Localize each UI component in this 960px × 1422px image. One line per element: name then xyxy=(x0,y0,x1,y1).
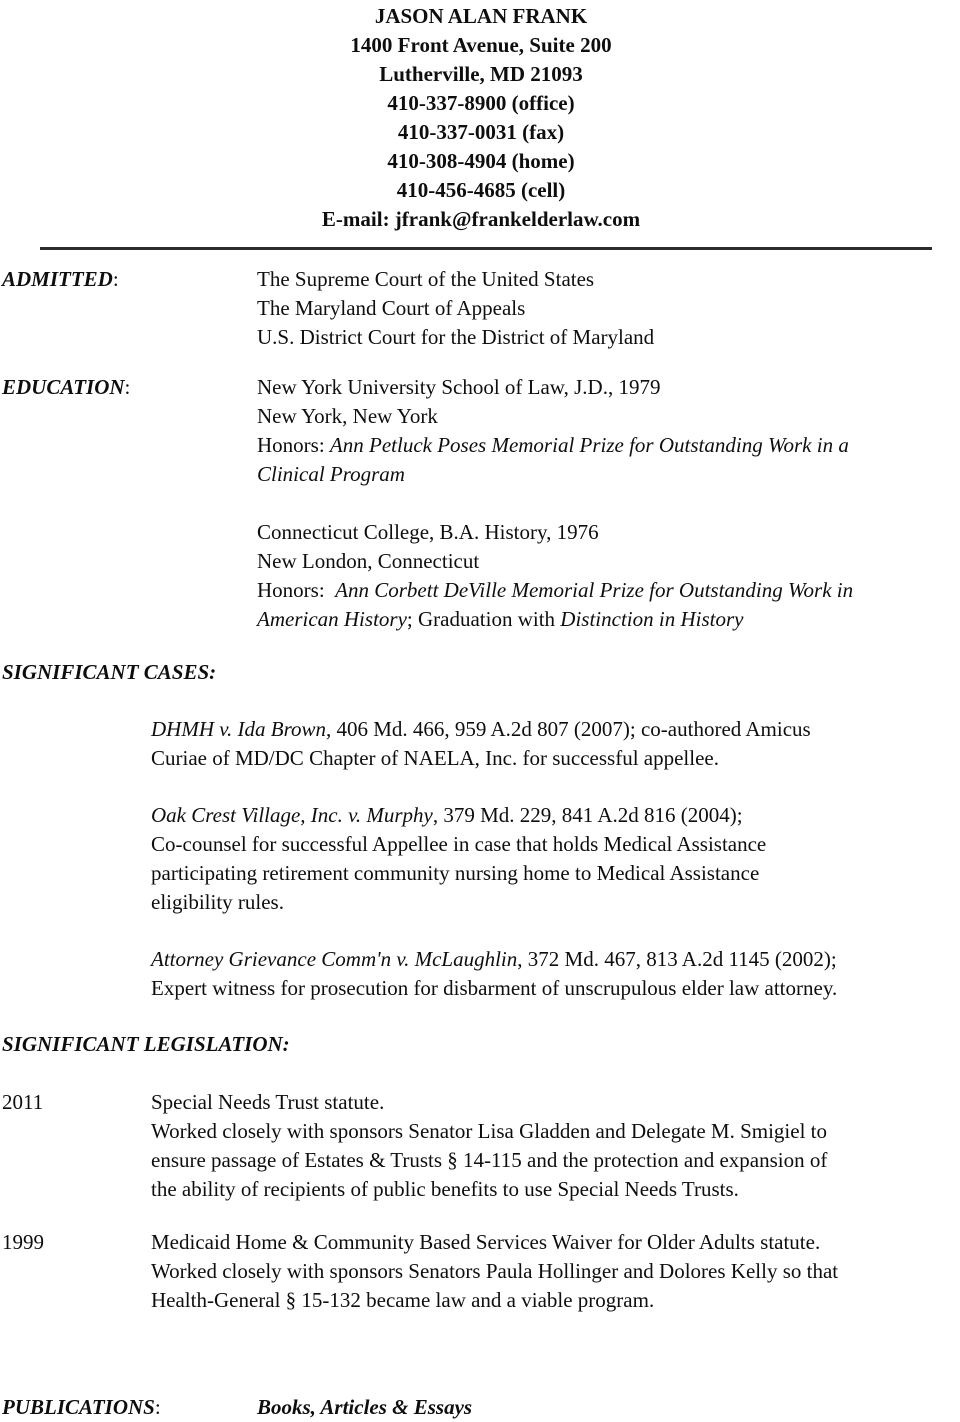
significant-cases-heading xyxy=(2,658,960,687)
section-admitted xyxy=(2,265,960,352)
case-paragraph xyxy=(151,715,960,773)
contact-line xyxy=(2,118,960,147)
admitted-label-colon: : xyxy=(112,267,119,291)
italic-text-segment: Clinical Program xyxy=(257,462,405,486)
case-line xyxy=(151,974,960,1003)
publications-label-colon: : xyxy=(154,1395,161,1419)
case-paragraph xyxy=(151,945,960,1003)
education-line xyxy=(257,605,960,634)
court-line xyxy=(257,294,960,323)
case-line xyxy=(151,715,960,744)
legislation-text xyxy=(151,1088,960,1204)
publications-value: Books, Articles & Essays xyxy=(257,1395,473,1419)
education-line xyxy=(257,402,960,431)
text-segment: the ability of recipients of public benefits to use Special Needs Trusts. xyxy=(151,1177,739,1201)
section-education-continued xyxy=(2,518,960,634)
case-line xyxy=(151,744,960,773)
significant-cases-heading-text: SIGNIFICANT CASES xyxy=(2,660,210,684)
court-line xyxy=(257,265,960,294)
legislation-line xyxy=(151,1175,960,1204)
publications-content xyxy=(257,1393,960,1422)
cases-list xyxy=(2,715,960,1003)
text-segment: The Supreme Court of the United States xyxy=(257,267,595,291)
legislation-line xyxy=(151,1257,960,1286)
case-paragraph xyxy=(151,801,960,917)
text-segment: eligibility rules. xyxy=(151,890,284,914)
text-segment: participating retirement community nursing home to Medical Assistance xyxy=(151,861,760,885)
contact-header xyxy=(2,2,960,234)
contact-header-lines xyxy=(2,2,960,234)
italic-text-segment: Attorney Grievance Comm'n v. McLaughlin xyxy=(151,947,518,971)
case-line xyxy=(151,888,960,917)
text-segment: Worked closely with sponsors Senators Paula Hollinger and Dolores Kelly so that xyxy=(151,1259,839,1283)
text-segment: 410-337-0031 (fax) xyxy=(397,120,565,144)
text-segment: ensure passage of Estates & Trusts § 14-115 and the protection and expansion of xyxy=(151,1148,828,1172)
education-label xyxy=(2,373,257,402)
education-line xyxy=(257,373,960,402)
legislation-year: 1999 xyxy=(2,1230,44,1254)
legislation-year: 2011 xyxy=(2,1090,44,1114)
contact-line xyxy=(2,176,960,205)
text-segment: , 379 Md. 229, 841 A.2d 816 (2004); xyxy=(432,803,743,827)
legislation-line xyxy=(151,1286,960,1315)
significant-legislation-heading xyxy=(2,1030,960,1059)
legislation-text xyxy=(151,1228,960,1315)
contact-line xyxy=(2,205,960,234)
court-line xyxy=(257,323,960,352)
education-line xyxy=(257,431,960,460)
admitted-label xyxy=(2,265,257,294)
text-segment: , 406 Md. 466, 959 A.2d 807 (2007); co-authored Amicus xyxy=(325,717,811,741)
contact-line xyxy=(2,89,960,118)
legislation-item xyxy=(2,1088,960,1204)
text-segment: New York, New York xyxy=(257,404,438,428)
italic-text-segment: DHMH v. Ida Brown xyxy=(151,717,326,741)
admitted-courts-list xyxy=(257,265,960,352)
legislation-line xyxy=(151,1228,960,1257)
education-line xyxy=(257,547,960,576)
contact-line xyxy=(2,2,960,31)
text-segment: Worked closely with sponsors Senator Lisa Gladden and Delegate M. Smigiel to xyxy=(151,1119,828,1143)
text-segment: The Maryland Court of Appeals xyxy=(257,296,526,320)
significant-legislation-heading-text: SIGNIFICANT LEGISLATION xyxy=(2,1032,283,1056)
text-segment: Honors: xyxy=(257,578,336,602)
italic-text-segment: Ann Corbett DeVille Memorial Prize for Outstanding Work in xyxy=(335,578,854,602)
legislation-item xyxy=(2,1228,960,1315)
italic-text-segment: American History xyxy=(257,607,407,631)
text-segment: 410-308-4904 (home) xyxy=(387,149,575,173)
text-segment: Health-General § 15-132 became law and a viable program. xyxy=(151,1288,655,1312)
text-segment: Lutherville, MD 21093 xyxy=(379,62,583,86)
education-line xyxy=(257,576,960,605)
education-label-text: EDUCATION xyxy=(2,375,125,399)
italic-text-segment: Ann Petluck Poses Memorial Prize for Outstanding Work in a xyxy=(329,433,849,457)
text-segment: Expert witness for prosecution for disbarment of unscrupulous elder law attorney. xyxy=(151,976,838,1000)
legislation-list xyxy=(2,1088,960,1315)
text-segment: , 372 Md. 467, 813 A.2d 1145 (2002); xyxy=(517,947,837,971)
section-publications xyxy=(2,1393,960,1422)
education-school-2 xyxy=(257,518,960,634)
text-segment: 410-456-4685 (cell) xyxy=(396,178,566,202)
contact-line xyxy=(2,147,960,176)
admitted-label-text: ADMITTED xyxy=(2,267,113,291)
text-segment: Curiae of MD/DC Chapter of NAELA, Inc. for successful appellee. xyxy=(151,746,719,770)
text-segment: JASON ALAN FRANK xyxy=(374,4,588,28)
education-label-colon: : xyxy=(124,375,131,399)
text-segment: Co-counsel for successful Appellee in case that holds Medical Assistance xyxy=(151,832,767,856)
text-segment: Connecticut College, B.A. History, 1976 xyxy=(257,520,599,544)
case-line xyxy=(151,830,960,859)
legislation-line xyxy=(151,1117,960,1146)
text-segment: 1400 Front Avenue, Suite 200 xyxy=(350,33,612,57)
case-line xyxy=(151,801,960,830)
significant-legislation-heading-colon: : xyxy=(282,1032,290,1056)
education-line xyxy=(257,460,960,489)
section-education xyxy=(2,373,960,489)
text-segment: 410-337-8900 (office) xyxy=(387,91,575,115)
education-line xyxy=(257,518,960,547)
case-line xyxy=(151,859,960,888)
italic-text-segment: Distinction in History xyxy=(560,607,744,631)
text-segment: ; Graduation with xyxy=(406,607,561,631)
contact-line xyxy=(2,60,960,89)
text-segment: E-mail: jfrank@frankelderlaw.com xyxy=(321,207,641,231)
text-segment: New York University School of Law, J.D., 1979 xyxy=(257,375,661,399)
publications-label xyxy=(2,1393,257,1422)
significant-cases-heading-colon: : xyxy=(209,660,217,684)
legislation-line xyxy=(151,1146,960,1175)
text-segment: Special Needs Trust statute. xyxy=(151,1090,385,1114)
legislation-line xyxy=(151,1088,960,1117)
contact-line xyxy=(2,31,960,60)
horizontal-divider xyxy=(40,247,932,250)
text-segment: Honors: xyxy=(257,433,330,457)
education-school-1 xyxy=(257,373,960,489)
text-segment: Medicaid Home & Community Based Services Waiver for Older Adults statute. xyxy=(151,1230,821,1254)
case-line xyxy=(151,945,960,974)
text-segment: New London, Connecticut xyxy=(257,549,480,573)
publications-label-text: PUBLICATIONS xyxy=(2,1395,155,1419)
text-segment: U.S. District Court for the District of Maryland xyxy=(257,325,655,349)
italic-text-segment: Oak Crest Village, Inc. v. Murphy xyxy=(151,803,433,827)
